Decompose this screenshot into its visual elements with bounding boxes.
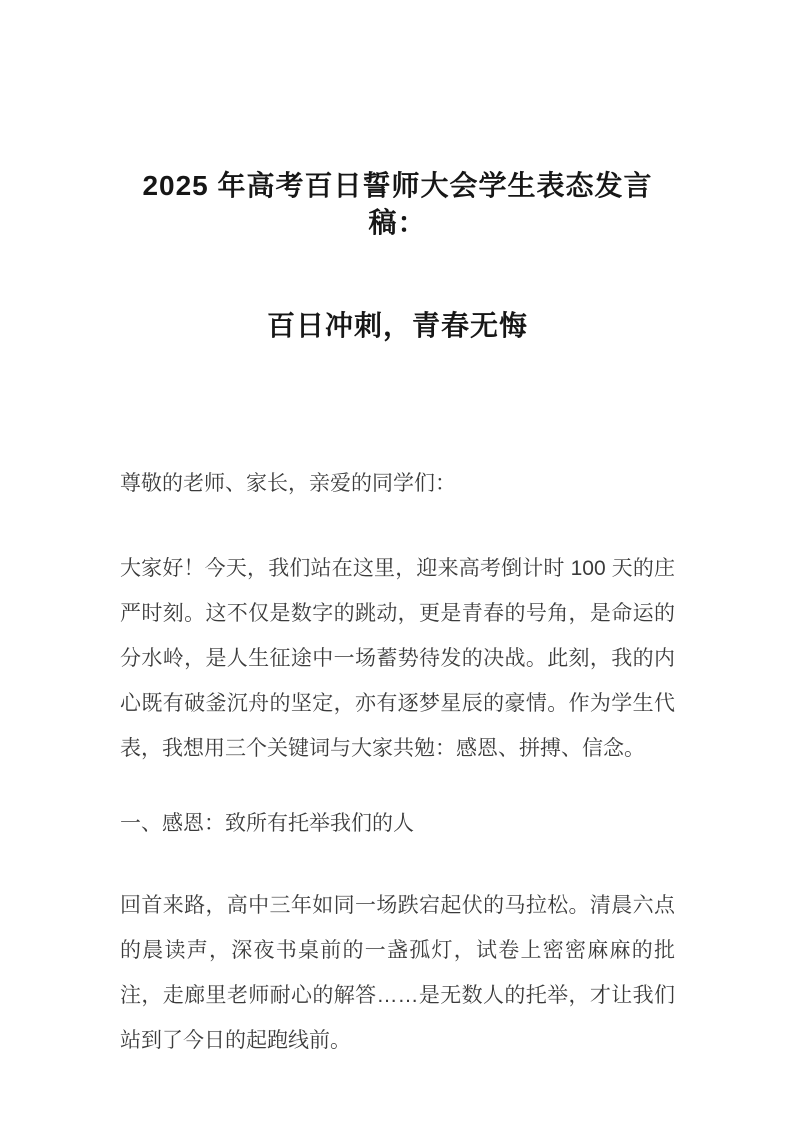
- document-title-line-2: 百日冲刺，青春无悔: [266, 310, 528, 341]
- paragraph-gratitude: 回首来路，高中三年如同一场跌宕起伏的马拉松。清晨六点的晨读声，深夜书桌前的一盏孤灯，试卷上密密麻麻的批注，走廊里老师耐心的解答……是无数人的托举，才让我们站到了今日的起跑线前。: [120, 894, 675, 1052]
- document-content: [120, 0, 675, 1063]
- salutation: 尊敬的老师、家长，亲爱的同学们：: [120, 472, 456, 495]
- document-title-line-1: 2025 年高考百日誓师大会学生表态发言稿：: [142, 170, 653, 238]
- section-heading-gratitude: 一、感恩：致所有托举我们的人: [120, 812, 414, 835]
- paragraph-opening: 大家好！今天，我们站在这里，迎来高考倒计时 100 天的庄严时刻。这不仅是数字的跳动，更是青春的号角，是命运的分水岭，是人生征途中一场蓄势待发的决战。此刻，我的内心既有破釜沉舟的坚定，亦有逐梦星辰的豪情。作为学生代表，我想用三个关键词与大家共勉：感恩、拼搏、信念。: [120, 557, 675, 760]
